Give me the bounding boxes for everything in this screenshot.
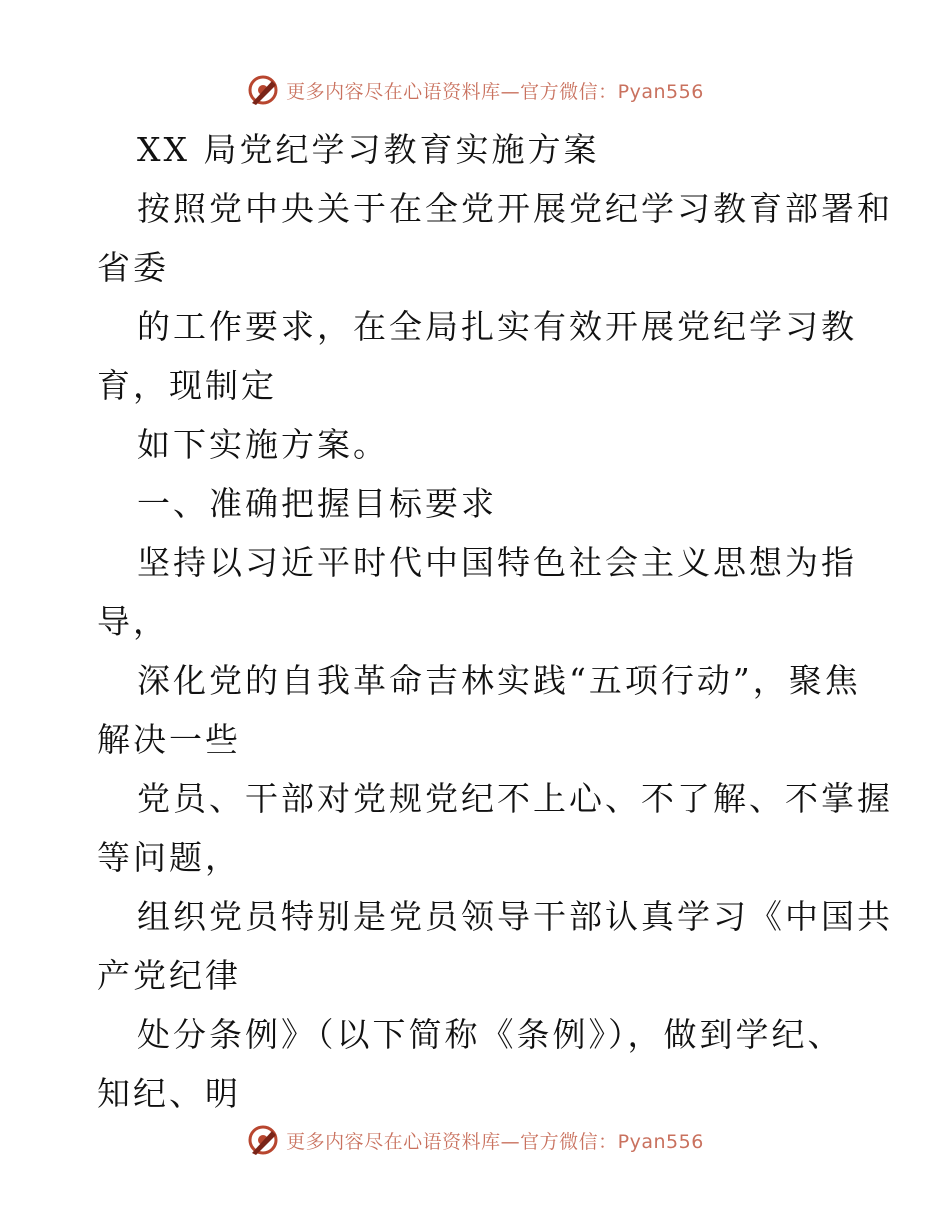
text-line: 按照党中央关于在全党开展党纪学习教育部署和 — [137, 189, 893, 228]
text-line: 深化党的自我革命吉林实践“五项行动”，聚焦 — [137, 661, 861, 700]
text-line: 知纪、明 — [97, 1074, 241, 1113]
text-line: 如下实施方案。 — [137, 425, 389, 464]
text-line: 解决一些 — [97, 720, 241, 759]
watermark-text: 更多内容尽在心语资料库—官方微信：Pyan556 — [286, 80, 704, 103]
text-line: 一、准确把握目标要求 — [137, 484, 497, 523]
watermark-text: 更多内容尽在心语资料库—官方微信：Pyan556 — [286, 1130, 704, 1153]
pen-logo-icon — [246, 1123, 280, 1157]
text-line: 党员、干部对党规党纪不上心、不了解、不掌握 — [137, 779, 893, 818]
text-line: 等问题， — [97, 838, 241, 877]
text-line: 坚持以习近平时代中国特色社会主义思想为指 — [137, 543, 857, 582]
text-line: XX 局党纪学习教育实施方案 — [137, 130, 600, 169]
document-body — [97, 120, 893, 1123]
text-line: 组织党员特别是党员领导干部认真学习《中国共 — [137, 897, 893, 936]
watermark-banner-top — [0, 70, 950, 110]
text-line: 产党纪律 — [97, 956, 241, 995]
text-line: 的工作要求，在全局扎实有效开展党纪学习教 — [137, 307, 857, 346]
watermark-banner-bottom — [0, 1120, 950, 1160]
pen-logo-icon — [246, 73, 280, 107]
text-line: 处分条例》（以下简称《条例》），做到学纪、 — [137, 1015, 844, 1054]
text-line: 育，现制定 — [97, 366, 277, 405]
text-line: 导， — [97, 602, 169, 641]
text-line: 省委 — [97, 248, 169, 287]
